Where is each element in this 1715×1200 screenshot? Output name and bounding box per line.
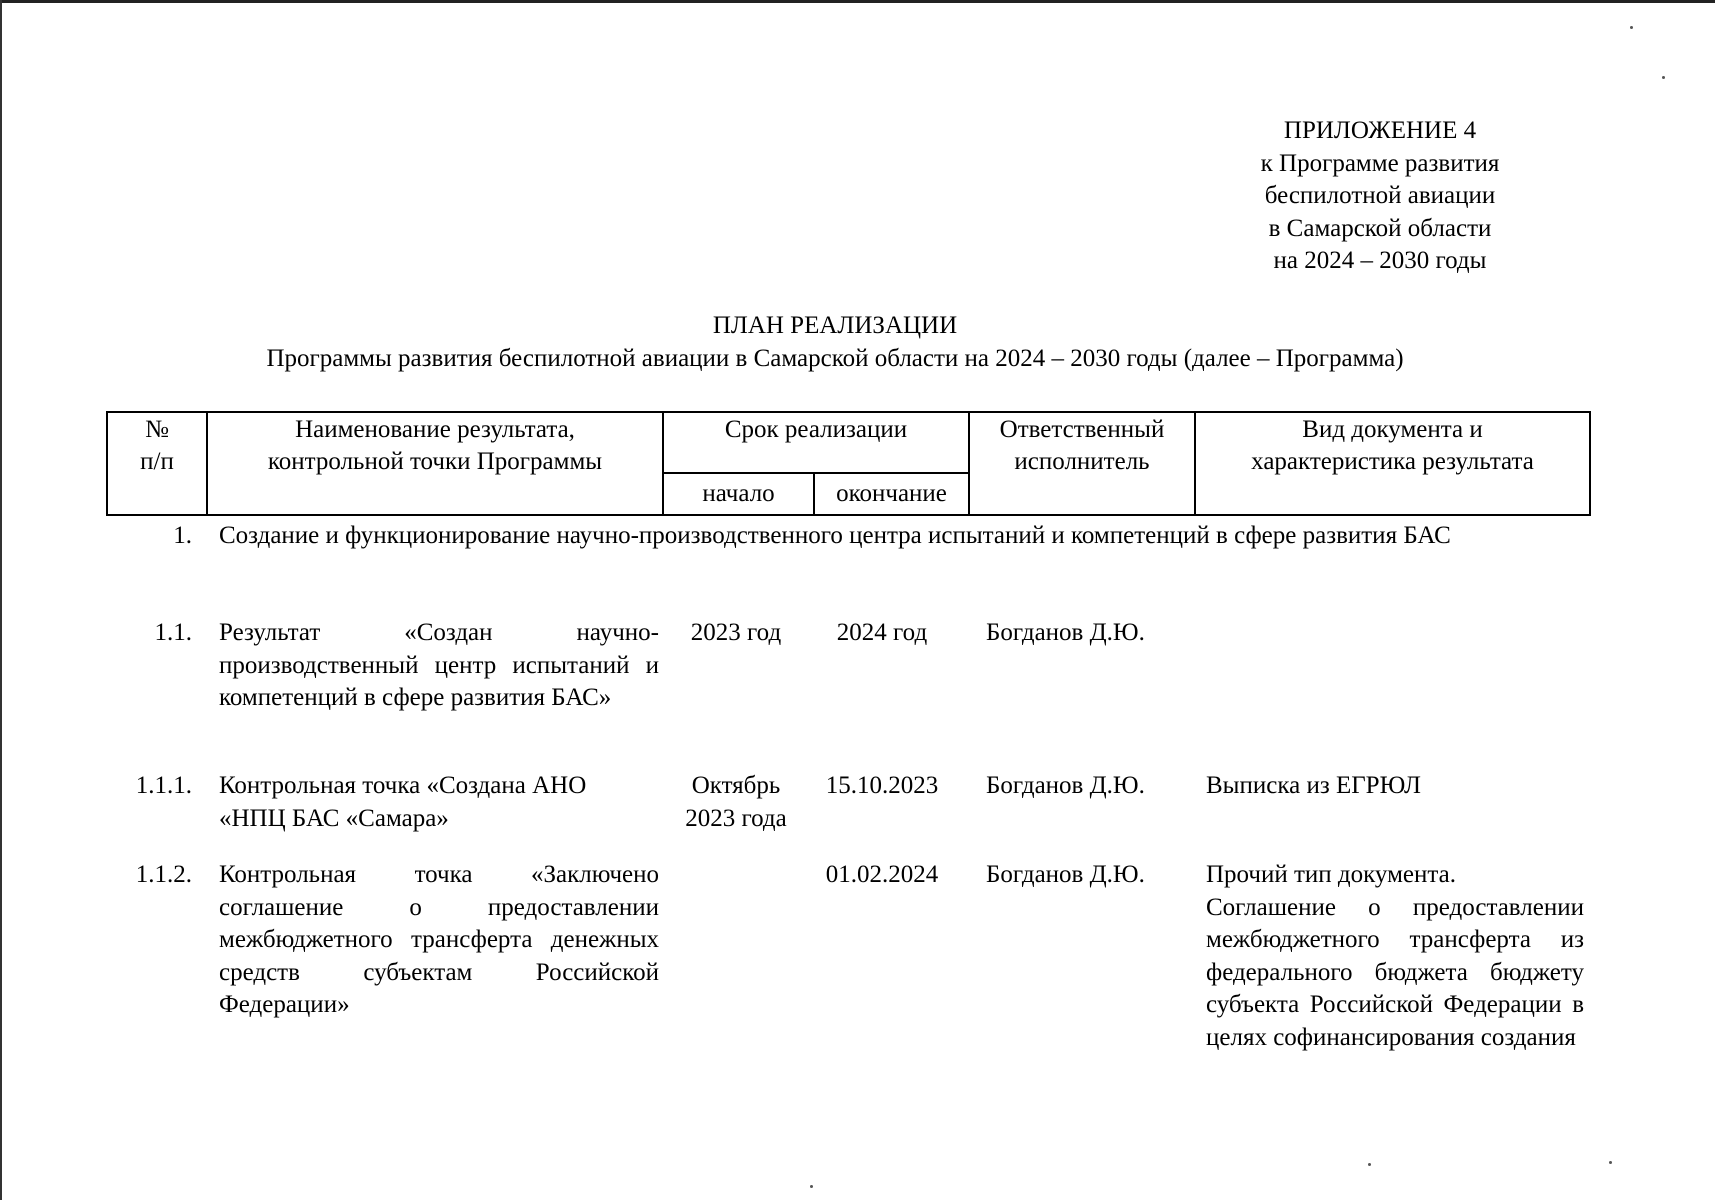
row-end: 01.02.2024	[825, 861, 939, 888]
row-responsible: Богданов Д.Ю.	[986, 619, 1145, 646]
scan-left-edge	[0, 0, 2, 1200]
scan-top-edge	[0, 0, 1715, 3]
row-number: 1.	[173, 522, 192, 549]
row-start: Октябрь 2023 года	[685, 772, 787, 832]
period-divider	[662, 472, 968, 474]
row-end: 15.10.2023	[825, 772, 939, 799]
scan-speck	[1609, 1161, 1612, 1164]
plan-title: ПЛАН РЕАЛИЗАЦИИ	[712, 312, 958, 339]
table-border-top	[106, 411, 1591, 413]
table-header	[106, 411, 1591, 516]
row-number: 1.1.	[154, 619, 192, 646]
scan-speck	[1662, 76, 1665, 79]
table-border-right	[1589, 411, 1591, 516]
row-document: Выписка из ЕГРЮЛ	[1206, 772, 1421, 799]
header-start: начало	[702, 480, 775, 507]
plan-subtitle: Программы развития беспилотной авиации в Самарской области на 2024 – 2030 годы (далее – Программа)	[266, 345, 1404, 372]
header-document: Вид документа и характеристика результата	[1251, 416, 1534, 475]
row-responsible: Богданов Д.Ю.	[986, 772, 1145, 799]
table-border-bottom	[106, 514, 1591, 516]
appendix-line: на 2024 – 2030 годы	[1273, 247, 1487, 274]
row-start: 2023 год	[690, 619, 782, 646]
row-document	[1206, 859, 1584, 1054]
header-end: окончание	[836, 480, 947, 507]
scan-speck	[1630, 26, 1633, 29]
row-name: Контрольная точка «Заключено соглашение о предоставлении межбюджетного трансферта денежных средств субъектам Российской Федерации»	[219, 861, 659, 1018]
appendix-block	[1195, 115, 1565, 278]
header-name: Наименование результата, контрольной точки Программы	[267, 416, 603, 475]
table-row	[106, 859, 1591, 1059]
row-document-text: Соглашение о предоставлении межбюджетного трансферта из федерального бюджета бюджету субъекта Российской Федерации в целях софинансирования создания	[1206, 893, 1584, 1051]
appendix-line: к Программе развития	[1260, 149, 1500, 177]
header-number: № п/п	[140, 416, 174, 475]
scan-speck	[810, 1185, 813, 1188]
appendix-line: беспилотной авиации	[1264, 182, 1496, 209]
row-number: 1.1.1.	[135, 772, 192, 799]
row-end: 2024 год	[836, 619, 928, 646]
row-name: Контрольная точка «Создана АНО «НПЦ БАС «Самара»	[219, 772, 587, 832]
scan-speck	[1368, 1163, 1371, 1166]
row-section-title: Создание и функционирование научно-производственного центра испытаний и компетенций в сфере развития БАС	[219, 522, 1451, 549]
appendix-line: ПРИЛОЖЕНИЕ 4	[1283, 117, 1477, 144]
appendix-line: в Самарской области	[1268, 214, 1492, 242]
row-number: 1.1.2.	[135, 861, 192, 888]
row-name: Результат «Создан научно-производственный центр испытаний и компетенций в сфере развития БАС»	[219, 619, 659, 711]
row-document-title: Прочий тип документа.	[1206, 861, 1456, 888]
row-responsible: Богданов Д.Ю.	[986, 861, 1145, 888]
header-responsible: Ответственный исполнитель	[999, 416, 1165, 475]
header-period: Срок реализации	[724, 416, 908, 443]
